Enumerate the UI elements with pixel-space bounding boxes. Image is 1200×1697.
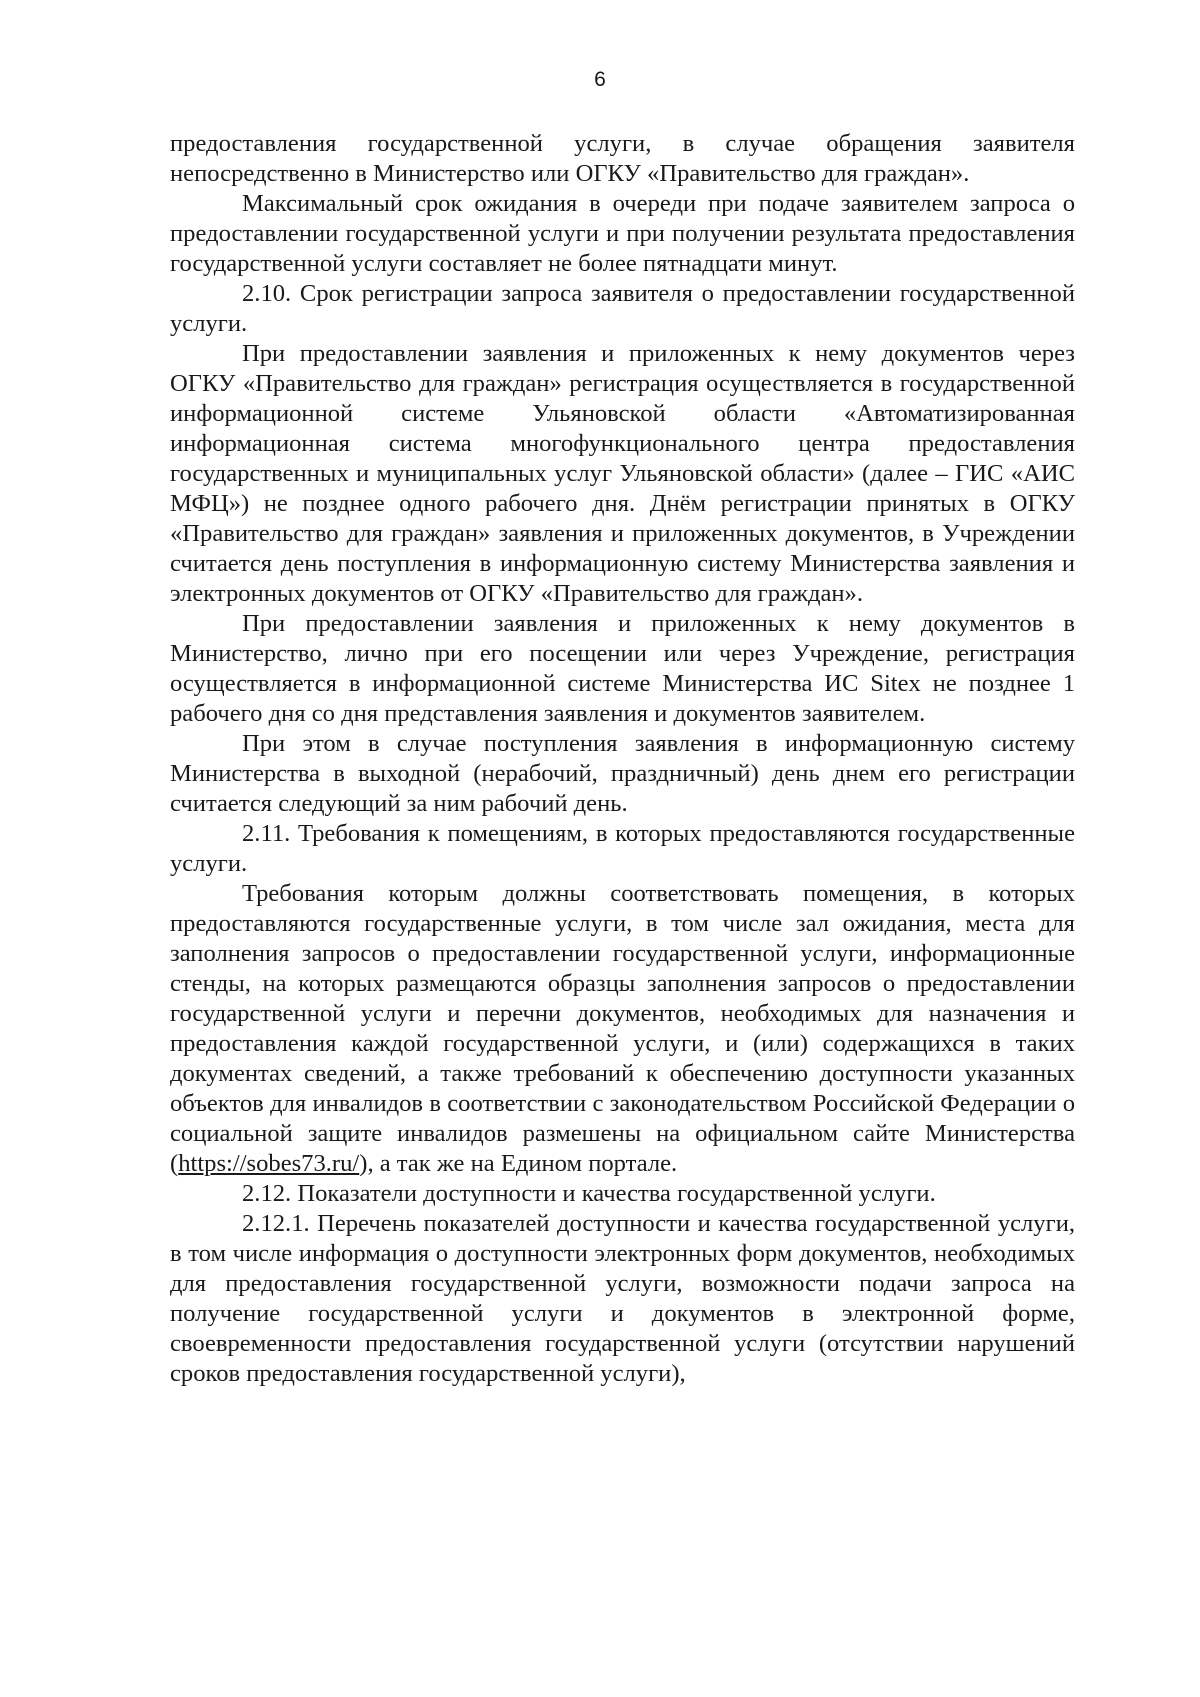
section-2-12-1-paragraph: 2.12.1. Перечень показателей доступности и качества государственной услуги, в том числе информация о доступности электронных форм документов, необходимых для предоставления государственной услуги, возможности подачи запроса на получение государственной услуги и документов в электронной форме, своевременности предоставления государственной услуги (отсутствии нарушений сроков предоставления государственной услуги), — [170, 1210, 1075, 1387]
page-number: 6 — [594, 68, 606, 91]
document-body — [170, 129, 1075, 1389]
premises-text-after-link: ), а так же на Едином портале. — [359, 1150, 678, 1177]
section-2-10-heading: 2.10. Срок регистрации запроса заявителя о предоставлении государственной услуги. — [170, 280, 1075, 337]
paragraph-weekend-registration: При этом в случае поступления заявления в информационную систему Министерства в выходной (нерабочий, праздничный) день днем его регистрации считается следующий за ним рабочий день. — [170, 730, 1075, 817]
paragraph-1: предоставления государственной услуги, в случае обращения заявителя непосредственно в Министерство или ОГКУ «Правительство для граждан». — [170, 130, 1075, 187]
paragraph-registration-ministry: При предоставлении заявления и приложенных к нему документов в Министерство, лично при его посещении или через Учреждение, регистрация осуществляется в информационной системе Министерства ИС Sitex не позднее 1 рабочего дня со дня представления заявления и документов заявителем. — [170, 610, 1075, 727]
premises-text-before-link: Требования которым должны соответствовать помещения, в которых предоставляются государственные услуги, в том числе зал ожидания, места для заполнения запросов о предоставлении государственной услуги, информационные стенды, на которых размещаются образцы заполнения запросов о предоставлении государственной услуги и перечни документов, необходимых для назначения и предоставления каждой государственной услуги, и (или) содержащихся в таких документах сведений, а также требований к обеспечению доступности указанных объектов для инвалидов в соответствии с законодательством Российской Федерации о социальной защите инвалидов размешены на официальном сайте Министерства ( — [170, 880, 1075, 1177]
ministry-website-link[interactable]: https://sobes73.ru/ — [178, 1150, 360, 1177]
section-2-11-heading: 2.11. Требования к помещениям, в которых предоставляются государственные услуги. — [170, 820, 1075, 877]
paragraph-2: Максимальный срок ожидания в очереди при подаче заявителем запроса о предоставлении государственной услуги и при получении результата предоставления государственной услуги составляет не более пятнадцати минут. — [170, 190, 1075, 277]
paragraph-registration-ogku: При предоставлении заявления и приложенных к нему документов через ОГКУ «Правительство для граждан» регистрация осуществляется в государственной информационной системе Ульяновской области «Автоматизированная информационная система многофункционального центра предоставления государственных и муниципальных услуг Ульяновской области» (далее – ГИС «АИС МФЦ») не позднее одного рабочего дня. Днём регистрации принятых в ОГКУ «Правительство для граждан» заявления и приложенных документов, в Учреждении считается день поступления в информационную систему Министерства заявления и электронных документов от ОГКУ «Правительство для граждан». — [170, 340, 1075, 607]
paragraph-premises-requirements — [170, 879, 1075, 1179]
section-2-12-heading: 2.12. Показатели доступности и качества государственной услуги. — [242, 1180, 936, 1207]
